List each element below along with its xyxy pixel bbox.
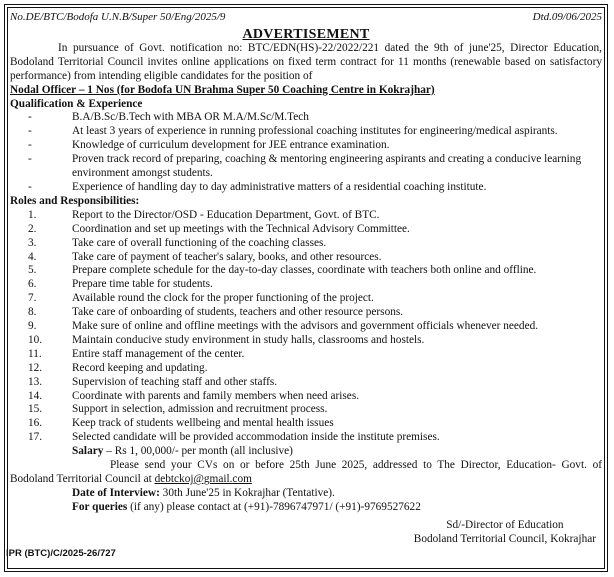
post-title: Nodal Officer – 1 Nos (for Bodofa UN Brahma Super 50 Coaching Centre in Kokrajhar) [10, 83, 435, 96]
qualification-text: B.A/B.Sc/B.Tech with MBA OR M.A/M.Sc/M.Tech [72, 111, 309, 124]
role-text: Entire staff management of the center. [72, 347, 245, 360]
role-text: Take care of onboarding of students, teachers and other resource persons. [72, 306, 404, 319]
role-item [10, 403, 602, 417]
role-number: 5. [28, 264, 37, 277]
reference-number: No.DE/BTC/Bodofa U.N.B/Super 50/Eng/2025/9 [10, 11, 226, 23]
role-text: Prepare time table for students. [72, 278, 213, 291]
role-item [10, 237, 602, 251]
qualification-list [10, 111, 602, 194]
salary-value: – Rs 1, 00,000/- per month (all inclusive) [103, 445, 293, 458]
qualification-item [10, 153, 602, 181]
qualification-text: Knowledge of curriculum development for JEE entrance examination. [72, 139, 390, 152]
qualification-item [10, 181, 602, 195]
role-item [10, 334, 602, 348]
role-number: 13. [28, 375, 43, 388]
qualification-item [10, 139, 602, 153]
advertisement-content [6, 11, 602, 559]
role-item [10, 390, 602, 404]
qualification-item [10, 125, 602, 139]
role-number: 11. [28, 347, 42, 360]
role-number: 8. [28, 306, 37, 319]
bullet-dash: - [28, 139, 32, 152]
role-number: 9. [28, 320, 37, 333]
role-number: 6. [28, 278, 37, 291]
role-text: Supervision of teaching staff and other staffs. [72, 375, 278, 388]
role-text: Record keeping and updating. [72, 361, 208, 374]
bullet-dash: - [28, 180, 32, 193]
qualification-text: Proven track record of preparing, coaching & mentoring engineering aspirants and creating a conducive learning environment amongst students. [72, 153, 582, 180]
role-item [10, 264, 602, 278]
role-number: 2. [28, 222, 37, 235]
role-item [10, 278, 602, 292]
role-text: Take care of overall functioning of the coaching classes. [72, 236, 327, 249]
ipr-number: IPR (BTC)/C/2025-26/727 [6, 547, 116, 559]
role-number: 17. [28, 431, 43, 444]
role-item [10, 417, 602, 431]
interview-value: 30th June'25 in Kokrajhar (Tentative). [159, 486, 335, 499]
role-text: Prepare complete schedule for the day-to-day classes, coordinate with teachers both online and offline. [72, 264, 537, 277]
footer [6, 518, 602, 559]
intro-paragraph: In pursuance of Govt. notification no: BTC/EDN(HS)-22/2022/221 dated the 9th of june'25, Director Education, Bodoland Territorial Council invites online applications on fixed term contract for 11 months (renewable based on satisfactory performance) from intending eligible candidates for the position of [10, 41, 602, 82]
role-item [10, 292, 602, 306]
cv-text: Please send your CVs on or before 25th June 2025, addressed to The Director, Education- Govt. of Bodoland Territorial Council at [10, 459, 602, 485]
role-text: Coordinate with parents and family members when need arises. [72, 389, 360, 402]
qualification-heading: Qualification & Experience [10, 97, 143, 110]
role-item [10, 209, 602, 223]
bullet-dash: - [28, 111, 32, 124]
roles-list [10, 209, 602, 445]
qualification-text: Experience of handling day to day administrative matters of a residential coaching institute. [72, 180, 487, 193]
salary-line [10, 445, 602, 459]
role-text: Take care of payment of teacher's salary, books, and other resources. [72, 250, 382, 263]
role-item [10, 306, 602, 320]
qualification-item [10, 111, 602, 125]
role-item [10, 431, 602, 445]
queries-label: For queries [72, 500, 128, 513]
role-text: Maintain conducive study environment in study halls, classrooms and hostels. [72, 333, 425, 346]
roles-heading: Roles and Responsibilities: [10, 194, 140, 207]
role-number: 4. [28, 250, 37, 263]
role-item [10, 362, 602, 376]
role-number: 1. [28, 208, 37, 221]
contact-email-link[interactable]: debtckoj@gmail.com [154, 473, 252, 485]
role-item [10, 251, 602, 265]
role-number: 14. [28, 389, 43, 402]
qualification-text: At least 3 years of experience in running professional coaching institutes for engineering/medical aspirants. [72, 125, 558, 138]
queries-value: (if any) please contact at (+91)-7896747971/ (+91)-9769527622 [127, 500, 421, 513]
interview-label: Date of Interview: [72, 486, 160, 499]
cv-paragraph [10, 459, 602, 487]
page-title: ADVERTISEMENT [242, 26, 370, 42]
role-text: Support in selection, admission and recruitment process. [72, 403, 328, 416]
role-item [10, 348, 602, 362]
signature-line-1: Sd/-Director of Education [446, 518, 564, 531]
role-item [10, 223, 602, 237]
role-text: Available round the clock for the proper functioning of the project. [72, 292, 374, 305]
signature-block [414, 519, 596, 547]
role-number: 12. [28, 361, 43, 374]
role-text: Make sure of online and offline meetings with the advisors and government officials whenever needed. [72, 320, 539, 333]
salary-label: Salary [72, 445, 104, 458]
role-text: Report to the Director/OSD - Education Department, Govt. of BTC. [72, 208, 380, 221]
role-text: Keep track of students wellbeing and mental health issues [72, 417, 334, 430]
reference-line [10, 11, 602, 25]
interview-line [10, 487, 602, 501]
notice-date: Dtd.09/06/2025 [532, 11, 602, 23]
role-number: 3. [28, 236, 37, 249]
role-item [10, 376, 602, 390]
role-number: 7. [28, 292, 37, 305]
role-number: 15. [28, 403, 43, 416]
bullet-dash: - [28, 125, 32, 138]
role-item [10, 320, 602, 334]
bullet-dash: - [28, 153, 32, 166]
queries-line [10, 501, 602, 515]
role-number: 16. [28, 417, 43, 430]
signature-line-2: Bodoland Territorial Council, Kokrajhar [413, 532, 596, 545]
role-number: 10. [28, 333, 43, 346]
role-text: Coordination and set up meetings with the Technical Advisory Committee. [72, 222, 410, 235]
role-text: Selected candidate will be provided accommodation inside the institute premises. [72, 431, 440, 444]
